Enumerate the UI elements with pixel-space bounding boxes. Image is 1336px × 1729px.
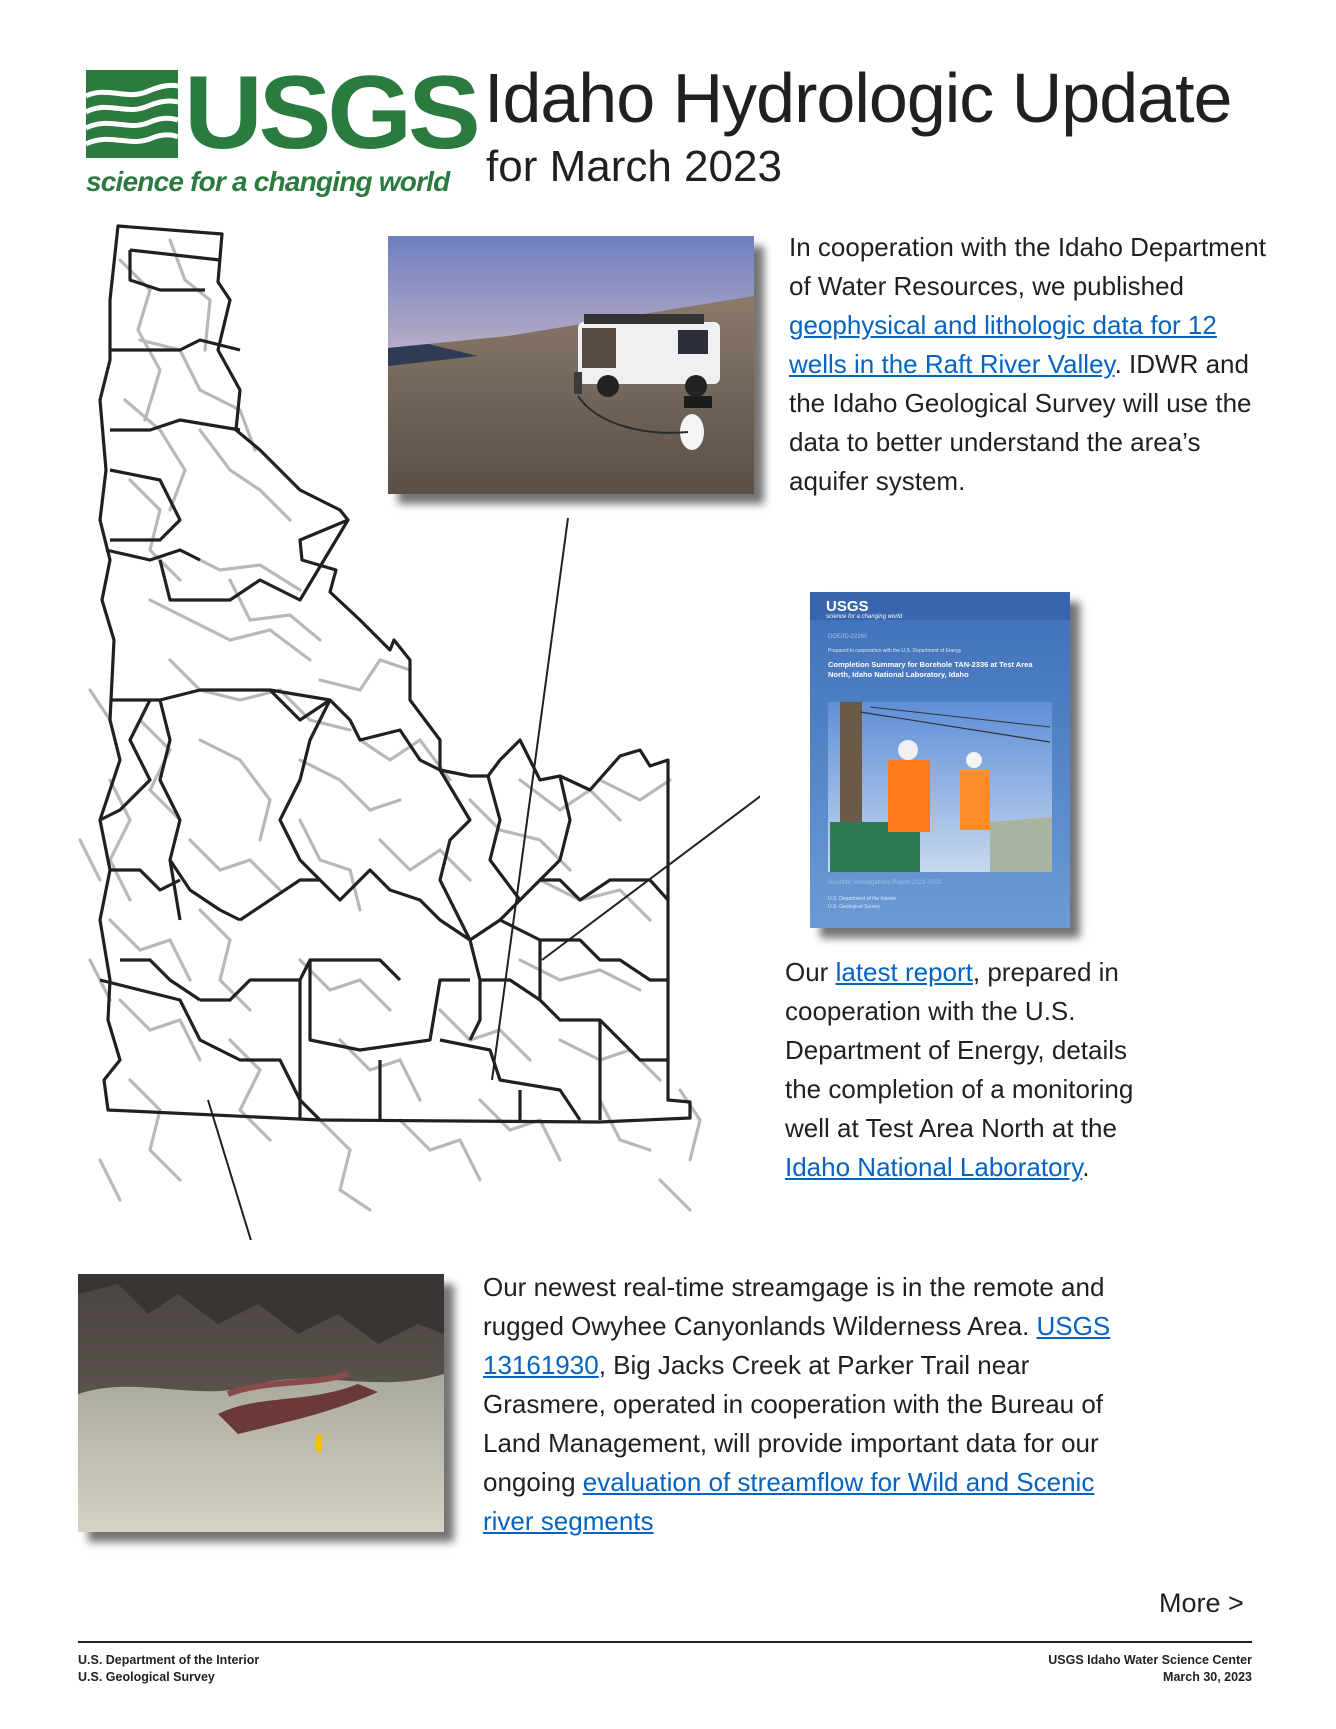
logo-wordmark: USGS: [184, 55, 477, 171]
cover-report-number: Scientific Investigations Report 2023–5020: [828, 880, 942, 886]
blurb-streamgage: [483, 1268, 1123, 1541]
blurb-latest-report: [785, 953, 1165, 1187]
blurb1-text-after: . IDWR and the Idaho Geological Survey will use the data to better understand the area’s aquifer system.: [789, 349, 1252, 496]
cover-brand: USGS: [826, 598, 869, 615]
blurb1-text-before: In cooperation with the Idaho Department of Water Resources, we published: [789, 232, 1266, 301]
photo-owyhee-canyon: [78, 1274, 444, 1532]
photo-field-van: [388, 236, 754, 494]
logo-tagline: science for a changing world: [86, 166, 450, 197]
owyhee-canyon-image: [78, 1274, 444, 1532]
blurb3-text-middle: , Big Jacks Creek at Parker Trail near Grasmere, operated in cooperation with the Bureau of Land Management, will provide important data for our ongoing: [483, 1350, 1104, 1497]
blurb2-text-before: Our: [785, 957, 836, 987]
page-subtitle: for March 2023: [486, 142, 782, 191]
report-cover-art: [810, 592, 1070, 928]
field-van-image: [388, 236, 754, 494]
blurb2-text-after: .: [1082, 1152, 1090, 1182]
footer-date: March 30, 2023: [1163, 1670, 1252, 1684]
footer-agency: U.S. Geological Survey: [78, 1670, 215, 1684]
footer-dept: U.S. Department of the Interior: [78, 1653, 260, 1667]
blurb-raft-river: [789, 228, 1269, 501]
inl-link[interactable]: Idaho National Laboratory: [785, 1152, 1083, 1182]
cover-dept2: U.S. Geological Survey: [828, 904, 880, 910]
cover-series-code: DOE/ID-22260: [828, 634, 868, 640]
callout-lines: [208, 518, 760, 1240]
footer-right: [1048, 1652, 1252, 1686]
streamgage-link[interactable]: USGS 13161930: [483, 1311, 1111, 1380]
footer-left: [78, 1652, 259, 1686]
wild-scenic-link[interactable]: evaluation of streamflow for Wild and Scenic river segments: [483, 1467, 1095, 1536]
footer-center: USGS Idaho Water Science Center: [1048, 1653, 1252, 1667]
blurb2-text-middle: , prepared in cooperation with the U.S. Department of Energy, details the completion of a monitoring well at Test Area North at the: [785, 957, 1134, 1143]
footer-rule: [78, 1641, 1252, 1643]
latest-report-link[interactable]: latest report: [835, 957, 973, 987]
cover-brand-tagline: science for a changing world: [826, 614, 903, 620]
cover-prepared: Prepared in cooperation with the U.S. Department of Energy: [828, 648, 962, 654]
cover-title: Completion Summary for Borehole TAN-2336 at Test Area North, Idaho National Laboratory, Idaho: [828, 660, 1033, 679]
usgs-logo: [86, 55, 477, 197]
report-cover[interactable]: [810, 592, 1070, 928]
cover-dept1: U.S. Department of the Interior: [828, 896, 897, 902]
more-link[interactable]: More >: [1159, 1588, 1244, 1618]
page-title: Idaho Hydrologic Update: [484, 59, 1232, 137]
raft-river-data-link[interactable]: geophysical and lithologic data for 12 wells in the Raft River Valley: [789, 310, 1217, 379]
blurb3-text-before: Our newest real-time streamgage is in the remote and rugged Owyhee Canyonlands Wilderness Area.: [483, 1272, 1105, 1341]
usgs-wave-icon: [86, 66, 178, 162]
